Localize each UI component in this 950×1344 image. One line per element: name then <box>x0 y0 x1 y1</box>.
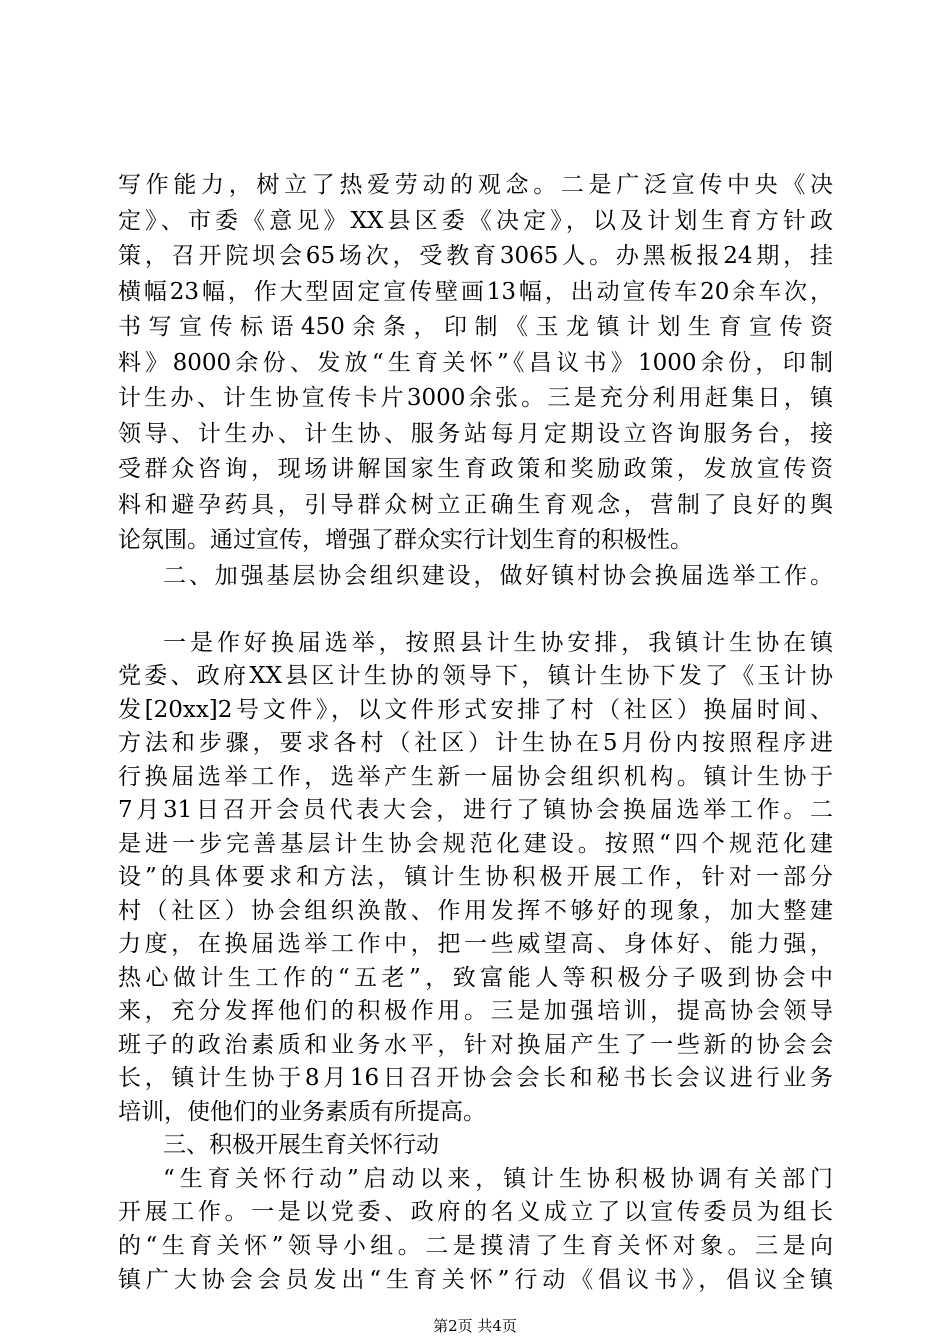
text-line: 开展工作。一是以党委、政府的名义成立了以宣传委员为组长 <box>118 1199 833 1226</box>
section-heading: 二、加强基层协会组织建设，做好镇村协会换届选举工作。 <box>163 562 833 589</box>
text-line: 班子的政治素质和业务水平，针对换届产生了一些新的协会会 <box>118 1031 833 1058</box>
text-line: 来，充分发挥他们的积极作用。三是加强培训，提高协会领导 <box>118 998 833 1025</box>
text-line: 设”的具体要求和方法，镇计生协积极开展工作，针对一部分 <box>118 864 833 891</box>
text-line: 力度，在换届选举工作中，把一些威望高、身体好、能力强， <box>118 931 833 958</box>
text-line: 发[20xx]2号文件》，以文件形式安排了村（社区）换届时间、 <box>118 696 833 723</box>
text-line: 写作能力，树立了热爱劳动的观念。二是广泛宣传中央《决 <box>118 172 833 198</box>
text-line: 横幅23幅，作大型固定宣传壁画13幅，出动宣传车20余车次， <box>118 278 833 305</box>
text-line: 村（社区）协会组织涣散、作用发挥不够好的现象，加大整建 <box>118 897 833 924</box>
section-heading: 三、积极开展生育关怀行动 <box>163 1132 439 1159</box>
page-footer: 第2页 共4页 <box>433 1317 517 1335</box>
text-line: 的“生育关怀”领导小组。二是摸清了生育关怀对象。三是向 <box>118 1233 833 1259</box>
text-line: 方法和步骤，要求各村（社区）计生协在5月份内按照程序进 <box>118 730 833 757</box>
text-line: 受群众咨询，现场讲解国家生育政策和奖励政策，发放宣传资 <box>118 456 833 482</box>
text-line: 策，召开院坝会65场次，受教育3065人。办黑板报24期，挂 <box>118 243 833 269</box>
text-line: 料和避孕药具，引导群众树立正确生育观念，营制了良好的舆 <box>118 491 833 518</box>
text-line: “生育关怀行动”启动以来，镇计生协积极协调有关部门 <box>163 1165 833 1192</box>
text-line: 书写宣传标语450余条，印制《玉龙镇计划生育宣传资 <box>118 314 833 340</box>
text-line: 热心做计生工作的“五老”，致富能人等积极分子吸到协会中 <box>118 964 833 991</box>
text-line: 领导、计生办、计生协、服务站每月定期设立咨询服务台，接 <box>118 420 833 447</box>
text-line: 一是作好换届选举，按照县计生协安排，我镇计生协在镇 <box>163 629 833 656</box>
text-line: 计生办、计生协宣传卡片3000余张。三是充分利用赶集日，镇 <box>118 385 833 411</box>
text-line: 培训，使他们的业务素质有所提高。 <box>118 1098 486 1125</box>
text-line: 料》8000余份、发放“生育关怀”《昌议书》1000余份，印制 <box>118 349 833 376</box>
text-line: 镇广大协会会员发出“生育关怀”行动《倡议书》，倡议全镇 <box>118 1266 833 1293</box>
text-line: 是进一步完善基层计生协会规范化建设。按照“四个规范化建 <box>118 830 833 857</box>
text-line: 长，镇计生协于8月16日召开协会会长和秘书长会议进行业务 <box>118 1065 833 1092</box>
text-line: 党委、政府XX县区计生协的领导下，镇计生协下发了《玉计协 <box>118 663 833 689</box>
text-line: 论氛围。通过宣传，增强了群众实行计划生育的积极性。 <box>118 527 693 553</box>
text-line: 7月31日召开会员代表大会，进行了镇协会换届选举工作。二 <box>118 797 833 824</box>
text-line: 定》、市委《意见》XX县区委《决定》，以及计划生育方针政 <box>118 207 833 234</box>
text-line: 行换届选举工作，选举产生新一届协会组织机构。镇计生协于 <box>118 763 833 790</box>
